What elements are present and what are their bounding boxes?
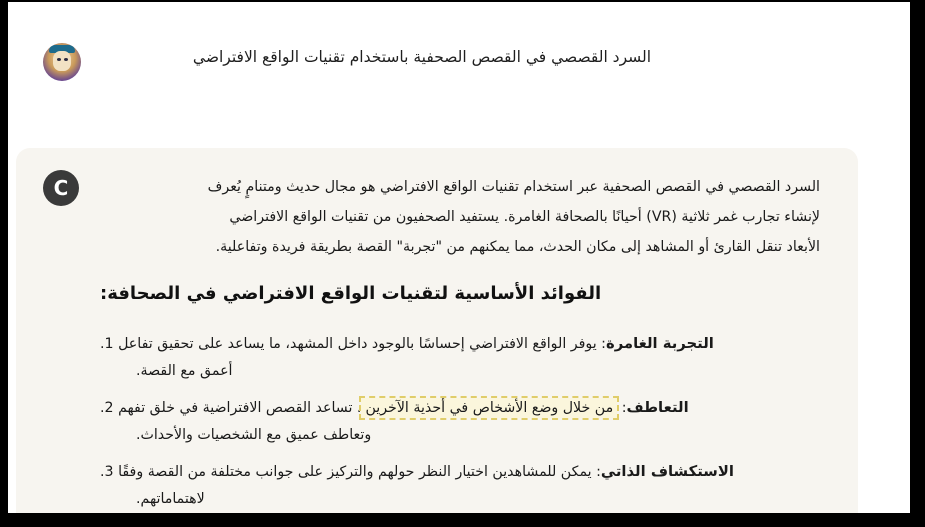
benefits-list	[100, 330, 835, 522]
benefit-text-continued: لاهتماماتهم.	[136, 491, 205, 507]
intro-line: السرد القصصي في القصص الصحفية عبر استخدام تقنيات الواقع الافتراضي هو مجال حديث ومتنامٍ يُعرف	[207, 179, 820, 195]
benefit-number: 3.	[100, 464, 114, 480]
assistant-logo-icon: C	[43, 170, 79, 206]
benefit-text: : يمكن للمشاهدين اختيار النظر حولهم والتركيز على جوانب مختلفة من القصة وفقًا	[118, 464, 601, 480]
intro-line: لإنشاء تجارب غمر ثلاثية (VR) أحيانًا بالصحافة الغامرة. يستفيد الصحفيون من تقنيات الواقع الافتراضي	[229, 209, 820, 225]
frame-border-bottom	[0, 513, 925, 527]
benefit-text: ، تساعد القصص الافتراضية في خلق تفهم	[118, 400, 362, 416]
intro-line: الأبعاد تنقل القارئ أو المشاهد إلى مكان الحدث، مما يمكنهم من "تجربة" القصة بطريقة فريدة وتفاعلية.	[215, 239, 820, 255]
assistant-intro-paragraph	[100, 172, 820, 262]
benefit-title: الاستكشاف الذاتي	[600, 463, 734, 480]
assistant-response-card	[16, 148, 858, 527]
benefit-text: : يوفر الواقع الافتراضي إحساسًا بالوجود داخل المشهد، ما يساعد على تحقيق تفاعل	[118, 336, 606, 352]
benefit-text-continued: أعمق مع القصة.	[136, 363, 233, 379]
benefit-number: 1.	[100, 336, 114, 352]
frame-border-top	[0, 0, 925, 2]
user-avatar-icon[interactable]	[43, 43, 81, 81]
user-message-row	[40, 40, 651, 86]
frame-border-left	[0, 0, 8, 527]
benefit-title: التجربة الغامرة	[605, 335, 714, 352]
highlighted-text[interactable]: من خلال وضع الأشخاص في أحذية الآخرين	[361, 398, 617, 418]
frame-border-right	[910, 0, 925, 527]
list-item: التعاطف: من خلال وضع الأشخاص في أحذية الآخرين، تساعد القصص الافتراضية في خلق تفهم 2. وتعاطف عميق مع الشخصيات والأحداث.	[100, 394, 835, 448]
list-item	[100, 330, 835, 384]
benefit-title: التعاطف	[626, 399, 689, 416]
user-message-text: السرد القصصي في القصص الصحفية باستخدام تقنيات الواقع الافتراضي	[192, 48, 651, 66]
benefit-text-continued: وتعاطف عميق مع الشخصيات والأحداث.	[136, 427, 372, 443]
list-item	[100, 458, 835, 512]
benefit-number: 2.	[100, 400, 114, 416]
benefits-heading: الفوائد الأساسية لتقنيات الواقع الافتراضي في الصحافة:	[100, 283, 602, 304]
